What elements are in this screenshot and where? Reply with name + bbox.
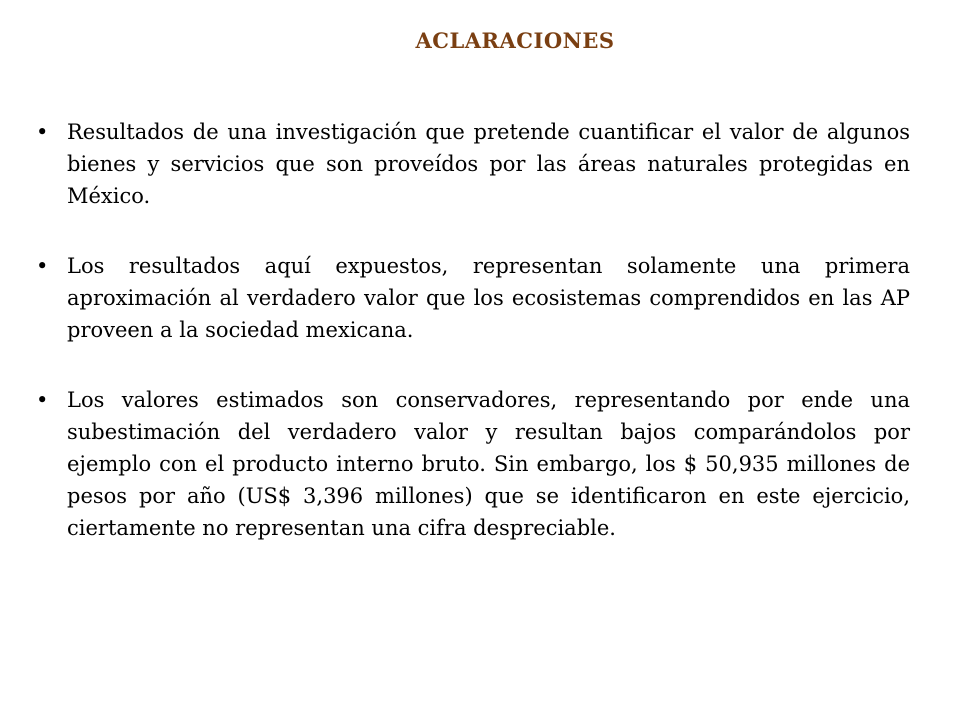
bullet-text: Resultados de una investigación que pretende cuantificar el valor de algunos bienes y servicios que son proveídos por las áreas naturales protegidas en México. [67, 120, 910, 208]
bullet-item [34, 384, 910, 544]
bullet-icon: • [36, 120, 49, 144]
bullet-icon: • [36, 254, 49, 278]
bullet-item [34, 116, 910, 212]
bullet-icon: • [36, 388, 49, 412]
bullet-text: Los valores estimados son conservadores, representando por ende una subestimación del verdadero valor y resultan bajos comparándolos por ejemplo con el producto interno bruto. Sin embargo, los $ 50,935 millones de pesos por año (US$ 3,396 millones) que se identificaron en este ejercicio, ciertamente no representan una cifra despreciable. [67, 388, 910, 540]
bullet-text: Los resultados aquí expuestos, representan solamente una primera aproximación al verdadero valor que los ecosistemas comprendidos en las AP proveen a la sociedad mexicana. [67, 254, 910, 342]
bullet-list [34, 116, 910, 582]
slide-title: ACLARACIONES [415, 28, 615, 53]
bullet-item [34, 250, 910, 346]
